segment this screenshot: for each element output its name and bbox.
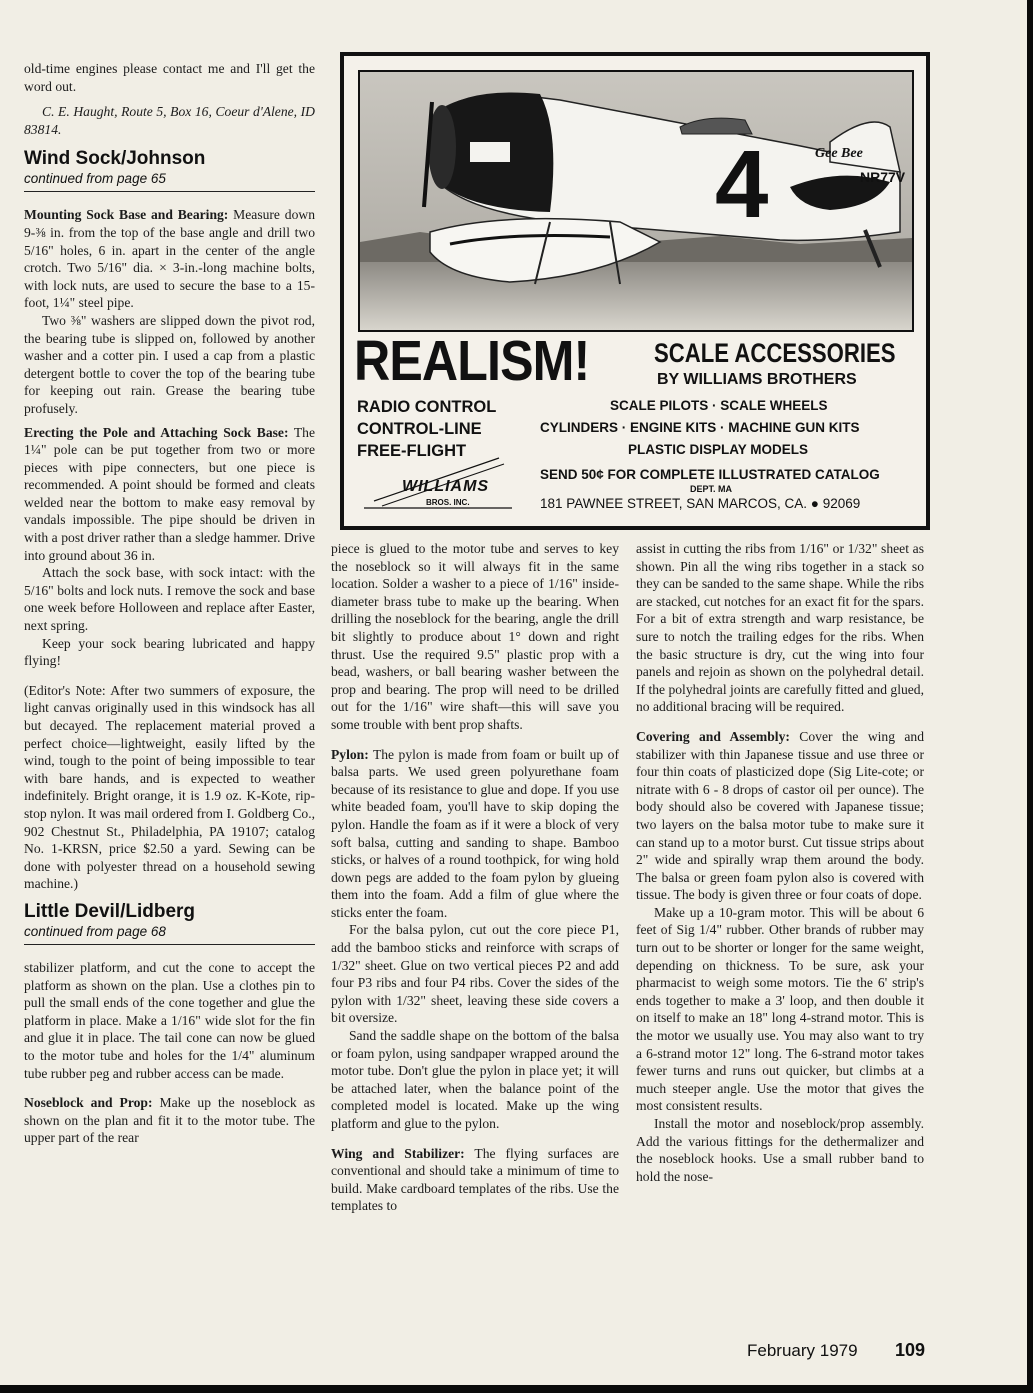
paragraph-text: The flying surfaces are conventional and should take a minimum of time to build. Make cardboard templates of the ribs. Use the templates to (331, 1145, 619, 1214)
plane-registration: NR77V (860, 169, 906, 185)
paragraph-text: The 1¼" pole can be put together from two or more pieces with pipe connecters, but one piece is recommended. A point should be formed and cleats welded near the bottom to make easy removal by vandals impossible. The pipe should be driven in with a post driver rather than a sledge hammer. Drive into ground about 36 in. (24, 424, 315, 563)
plane-script: Gee Bee (815, 146, 863, 161)
ad-products: SCALE PILOTS · SCALE WHEELS (610, 398, 828, 413)
paragraph (24, 1094, 315, 1147)
gee-bee-racer-illustration (360, 72, 912, 330)
continued-note: continued from page 68 (24, 923, 166, 939)
paragraph: Keep your sock bearing lubricated and happy flying! (24, 635, 315, 669)
catalog-offer: SEND 50¢ FOR COMPLETE ILLUSTRATED CATALOG (540, 467, 880, 482)
paragraph: For the balsa pylon, cut out the core piece P1, add the bamboo sticks and reinforce with scraps of 1/32" sheet. Glue on two vertical pieces P2 and add four P3 ribs and four P4 ribs. Cover the sides of the pylon with 1/32" sheet, leaving these side covers a bit oversize. (331, 922, 619, 1026)
paragraph-text: Measure down 9-⅜ in. from the top of the base angle and drill two 5/16" holes, 6 in. apart in the center of the angle crotch. Two 5/16" dia. × 3-in.-long machine bolts, with lock nuts, are used to secure the base to a 15-foot, 1¼" steel pipe. (24, 207, 315, 311)
paragraph: Install the motor and noseblock/prop assembly. Add the various fittings for the dethermalizer and the noseblock hooks. Use a small rubber band to hold the nose- (636, 1116, 924, 1184)
paragraph (24, 424, 315, 565)
logo-subtitle: BROS. INC. (426, 498, 470, 507)
paragraph-lead: Erecting the Pole and Attaching Sock Base: (24, 424, 289, 440)
section-divider (24, 944, 315, 945)
williams-bros-logo (364, 456, 519, 516)
logo-name: WILLIAMS (402, 478, 490, 495)
continued-note: continued from page 65 (24, 171, 166, 187)
ad-title-line1: SCALE ACCESSORIES (654, 338, 896, 368)
section-title-little-devil: Little Devil/Lidberg (24, 900, 196, 922)
paragraph: Sand the saddle shape on the bottom of the balsa or foam pylon, using sandpaper wrapped around the motor tube. Don't glue the pylon in place yet; it will be attached later, when the balance point of the completed model is located. Make up the wing platform and glue to the pylon. (331, 1028, 619, 1131)
ad-headline: REALISM! (354, 329, 590, 393)
paragraph: assist in cutting the ribs from 1/16" or 1/32" sheet as shown. Pin all the wing ribs together in a stack so they can be sanded to the same shape. While the ribs are stacked, cut notches for an exact fit for the spars. For a bit of extra strength and warp resistance, be sure to notch the trailing edges for the ribs. When the basic structure is dry, cut the wing into four panels and rejoin as shown on the polyhedral detail. If the polyhedral joints are carefully fitted and glued, no additional bracing will be required. (636, 541, 925, 715)
paragraph (331, 746, 619, 922)
paragraph (636, 728, 924, 904)
left-column (24, 60, 315, 1147)
paragraph: Attach the sock base, with sock intact: with the 5/16" bolts and lock nuts. I remove the sock and base one week before Holloween and replace after Easter, next spring. (24, 565, 315, 634)
ad-products: PLASTIC DISPLAY MODELS (628, 442, 809, 457)
ad-category: FREE-FLIGHT (357, 442, 467, 460)
signature: C. E. Haught, Route 5, Box 16, Coeur d'Alene, ID 83814. (24, 104, 315, 137)
section-title-wind-sock: Wind Sock/Johnson (24, 148, 206, 170)
paragraph-lead: Noseblock and Prop: (24, 1095, 153, 1111)
paragraph-lead: Mounting Sock Base and Bearing: (24, 207, 229, 223)
paragraph: Make up a 10-gram motor. This will be about 6 feet of Sig 1/4" rubber. Other brands of rubber may turn out to be shorter or longer for the same weight, depending on thickness. To be sure, ask your pharmacist to weigh some motors. Tie the 6' strip's ends together to make a 3' loop, and then double it on itself to make an 18" long 4-strand motor. This is the motor we usually use. You may also want to try a 6-strand motor 12" long. The 6-strand motor takes fewer turns and runs out quicker, but climbs at a much steeper angle. Use the motor that gives the most consistent results. (636, 904, 924, 1114)
ad-address: 181 PAWNEE STREET, SAN MARCOS, CA. ● 92069 (540, 496, 861, 511)
issue-date: February 1979 (747, 1341, 858, 1360)
dept-code: DEPT. MA (690, 484, 733, 494)
ad-category: CONTROL-LINE (357, 420, 482, 438)
paragraph-lead: Wing and Stabilizer: (331, 1145, 465, 1161)
paragraph-lead: Pylon: (331, 746, 369, 762)
paragraph: stabilizer platform, and cut the cone to accept the platform as shown on the plan. Use a clothes pin to pull the small ends of the cone together and glue the platform in place. Make a 1/16" wide slot for the fin and glue it in place. The tail cone can now be glued to the motor tube and holes for the 1/4" aluminum tube rubber peg and rubber access can be made. (24, 959, 315, 1081)
plane-number: 4 (715, 131, 769, 238)
paragraph (24, 206, 315, 312)
ad-title-line2: BY WILLIAMS BROTHERS (657, 371, 857, 388)
paragraph: piece is glued to the motor tube and serves to key the noseblock so it will always fit in the same location. Solder a washer to a piece of 1/16" inside-diameter brass tube to make up the bearing. When drilling the noseblock for the bearing, angle the drill bit slightly to produce about 1° down and right thrust. Use the required 9.5" plastic prop with a bead, washers, or ball bearing washer between the prop and bearing. The prop will need to be drilled out for the 1/16" wire shaft—this will save you some trouble with bent prop shafts. (331, 541, 619, 732)
paragraph-text: The pylon is made from foam or built up of balsa parts. We used green polyurethane foam because of its resistance to glue and dope. If you use white beaded foam, you'll have to skip doping the pylon. Handle the foam as if it were a block of very soft balsa, cutting and sanding to shape. Bamboo sticks, or halves of a round toothpick, for wing hold down pegs are added to the foam pylon by glueing them into the foam. Add a film of glue where the sticks enter the foam. (331, 746, 619, 920)
ad-products: CYLINDERS · ENGINE KITS · MACHINE GUN KITS (540, 420, 860, 435)
middle-column (331, 540, 619, 1215)
intro-text: old-time engines please contact me and I'll get the word out. (24, 61, 315, 94)
paragraph (331, 1145, 619, 1215)
section-divider (24, 191, 315, 192)
ad-category: RADIO CONTROL (357, 398, 497, 416)
right-column (636, 540, 924, 1185)
paragraph-lead: Covering and Assembly: (636, 728, 790, 744)
editor-note: (Editor's Note: After two summers of exposure, the light canvas originally used in this windsock has all but decayed. The replacement material proved a perfect choice—lightweight, easily lifted by the wind, tough to the point of being impossible to tear with bare hands, and is expected to weather indefinitely. Bright orange, it is 1.9 oz. K-Kote, rip-stop nylon. It was mail ordered from I. Goldberg Co., 902 Chestnut St., Philadelphia, PA 19107; catalog No. 1-KRSN, price $2.50 a yard. Sewing can be done with polyester thread on a household sewing machine.) (24, 682, 315, 892)
advertisement (340, 52, 930, 530)
paragraph-text: Make up the noseblock as shown on the plan and fit it to the motor tube. The upper part of the rear (24, 1095, 315, 1146)
paragraph-text: Cover the wing and stabilizer with thin Japanese tissue and use three or four thin coats of plasticized dope (Sig Lite-cote; or nitrate with 6 - 8 drops of castor oil per ounce). The body should also be covered with Japanese tissue; two layers on the balsa motor tube to make sure it can stand up to a motor burst. Cut tissue strips about 2" wide and spirally wrap them around the body. The balsa or green foam pylon also is covered with tissue. The body is given three or four coats of dope. (636, 728, 924, 903)
page-number: 109 (895, 1340, 926, 1360)
paragraph: Two ⅜" washers are slipped down the pivot rod, the bearing tube is slipped on, followed by another washer and a cotter pin. I used a cap from a plastic detergent bottle to cover the top of the bearing tube for keeping out rain. Grease the bearing tube profusely. (24, 312, 315, 416)
airplane-photo (358, 70, 914, 332)
